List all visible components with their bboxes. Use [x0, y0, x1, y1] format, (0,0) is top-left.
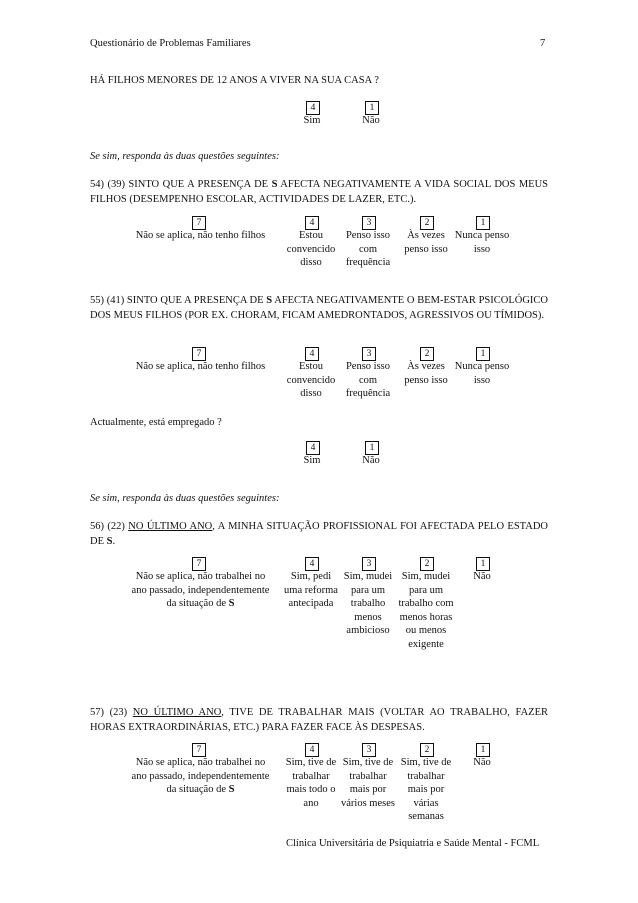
q56-label-1: Não	[473, 571, 491, 582]
q55-label-3: Penso isso com frequência	[345, 361, 391, 399]
q57-label-2: Sim, tive de trabalhar mais por várias semanas	[400, 757, 452, 822]
checkbox-q57-3[interactable]: 3	[362, 743, 376, 757]
q55-label-2: Às vezes penso isso	[404, 361, 448, 386]
q55-label-7: Não se aplica, não tenho filhos	[135, 361, 266, 372]
checkbox-q56-7[interactable]: 7	[192, 557, 206, 571]
question-children: HÁ FILHOS MENORES DE 12 ANOS A VIVER NA SUA CASA ?	[90, 75, 379, 86]
question-55: 55) (41) SINTO QUE A PRESENÇA DE S AFECTA NEGATIVAMENTE O BEM-ESTAR PSICOLÓGICO DOS MEUS FILHOS (POR EX. CHORAM, FICAM AMEDRONTADOS, AGRESSIVOS OU TÍMIDOS).	[90, 295, 548, 321]
q57-label-1: Não	[473, 757, 491, 768]
q55-label-1: Nunca penso isso	[454, 361, 510, 386]
question-56: 56) (22) NO ÚLTIMO ANO, A MINHA SITUAÇÃO PROFISSIONAL FOI AFECTADA PELO ESTADO DE S.	[90, 521, 548, 547]
option-label-sim: Sim	[303, 115, 321, 126]
checkbox-q56-2[interactable]: 2	[420, 557, 434, 571]
page-number: 7	[540, 38, 546, 49]
checkbox-q55-1[interactable]: 1	[476, 347, 490, 361]
q54-label-7: Não se aplica, não tenho filhos	[135, 230, 266, 241]
checkbox-q56-4[interactable]: 4	[305, 557, 319, 571]
q54-label-4: Estou convencido disso	[286, 230, 336, 268]
q56-label-7: Não se aplica, não trabalhei no ano passado, independentemente da situação de S	[131, 571, 270, 609]
checkbox-q57-7[interactable]: 7	[192, 743, 206, 757]
checkbox-employed-sim[interactable]: 4	[306, 441, 320, 455]
checkbox-q55-3[interactable]: 3	[362, 347, 376, 361]
q57-label-3: Sim, tive de trabalhar mais por vários meses	[341, 757, 395, 809]
q57-label-7: Não se aplica, não trabalhei no ano passado, independentemente da situação de S	[131, 757, 270, 795]
checkbox-q54-7[interactable]: 7	[192, 216, 206, 230]
checkbox-employed-nao[interactable]: 1	[365, 441, 379, 455]
checkbox-q54-3[interactable]: 3	[362, 216, 376, 230]
checkbox-q55-4[interactable]: 4	[305, 347, 319, 361]
checkbox-q57-4[interactable]: 4	[305, 743, 319, 757]
checkbox-q56-1[interactable]: 1	[476, 557, 490, 571]
q57-label-4: Sim, tive de trabalhar mais todo o ano	[285, 757, 337, 809]
checkbox-q55-2[interactable]: 2	[420, 347, 434, 361]
q55-label-4: Estou convencido disso	[286, 361, 336, 399]
q56-label-3: Sim, mudei para um trabalho menos ambicioso	[343, 571, 393, 636]
page-footer: Clínica Universitária de Psiquiatria e Saúde Mental - FCML	[286, 838, 540, 849]
instruction-note-2: Se sim, responda às duas questões seguintes:	[90, 493, 280, 504]
instruction-note: Se sim, responda às duas questões seguintes:	[90, 151, 280, 162]
checkbox-sim[interactable]: 4	[306, 101, 320, 115]
q54-label-2: Às vezes penso isso	[404, 230, 448, 255]
question-employed: Actualmente, está empregado ?	[90, 417, 222, 428]
employed-label-nao: Não	[362, 455, 380, 466]
checkbox-nao[interactable]: 1	[365, 101, 379, 115]
employed-label-sim: Sim	[303, 455, 321, 466]
question-57: 57) (23) NO ÚLTIMO ANO, TIVE DE TRABALHAR MAIS (VOLTAR AO TRABALHO, FAZER HORAS EXTRAORDINÁRIAS, ETC.) PARA FAZER FACE ÀS DESPESAS.	[90, 707, 548, 733]
document-title: Questionário de Problemas Familiares	[90, 38, 251, 49]
q56-label-4: Sim, pedi uma reforma antecipada	[284, 571, 338, 609]
option-label-nao: Não	[362, 115, 380, 126]
checkbox-q57-1[interactable]: 1	[476, 743, 490, 757]
q54-label-1: Nunca penso isso	[454, 230, 510, 255]
checkbox-q54-4[interactable]: 4	[305, 216, 319, 230]
checkbox-q54-1[interactable]: 1	[476, 216, 490, 230]
checkbox-q57-2[interactable]: 2	[420, 743, 434, 757]
question-54: 54) (39) SINTO QUE A PRESENÇA DE S AFECTA NEGATIVAMENTE A VIDA SOCIAL DOS MEUS FILHOS (DESEMPENHO ESCOLAR, ACTIVIDADES DE LAZER, ETC.).	[90, 179, 548, 205]
checkbox-q54-2[interactable]: 2	[420, 216, 434, 230]
q56-label-2: Sim, mudei para um trabalho com menos horas ou menos exigente	[398, 571, 454, 650]
q54-label-3: Penso isso com frequência	[345, 230, 391, 268]
checkbox-q55-7[interactable]: 7	[192, 347, 206, 361]
checkbox-q56-3[interactable]: 3	[362, 557, 376, 571]
